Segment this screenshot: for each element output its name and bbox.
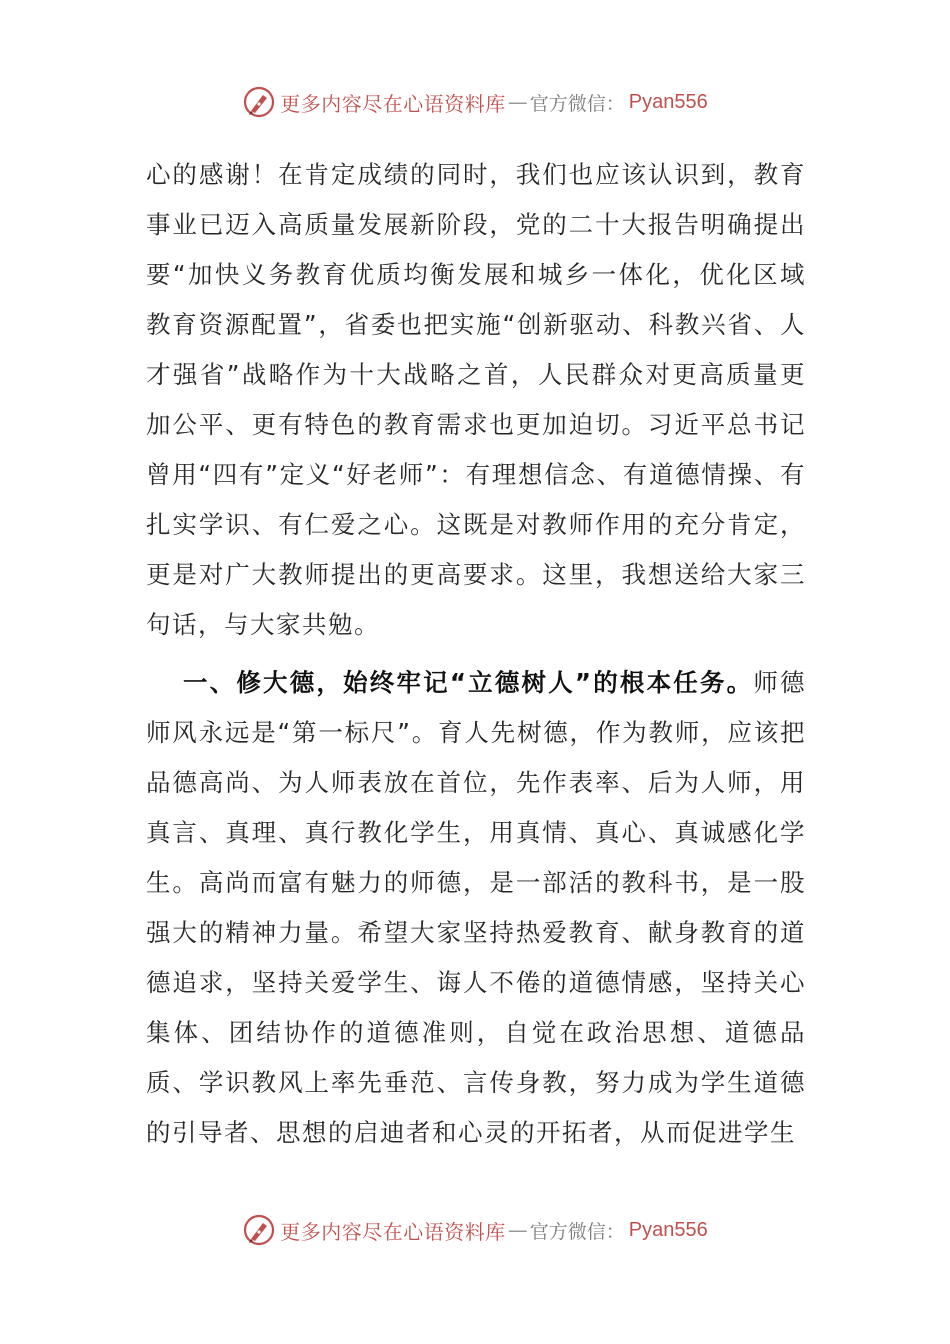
- banner-text: 更多内容尽在心语资料库: [280, 91, 506, 116]
- paragraph-2-text: 师德师风永远是“第一标尺”。育人先树德，作为教师，应该把品德高尚、为人师表放在首位，先作表率、后为人师，用真言、真理、真行教化学生，用真情、真心、真诚感化学生。高尚而富有魅力的师德，是一部活的教科书，是一股强大的精神力量。希望大家坚持热爱教育、献身教育的道德追求，坚持关爱学生、诲人不倦的道德情感，坚持关心集体、团结协作的道德准则，自觉在政治思想、道德品质、学识教风上率先垂范、言传身教，努力成为学生道德的引导者、思想的启迪者和心灵的开拓者，从而促进学生: [146, 668, 806, 1147]
- banner-label: 官方微信：: [529, 1220, 625, 1243]
- pen-nib-logo-icon: [242, 85, 276, 119]
- section-heading-1: 一、修大德，始终牢记“立德树人”的根本任务。: [183, 668, 754, 697]
- header-banner: [0, 82, 950, 122]
- banner-separator: —: [507, 1218, 528, 1242]
- banner-separator: —: [507, 90, 528, 114]
- paragraph-1: 心的感谢！在肯定成绩的同时，我们也应该认识到，教育事业已迈入高质量发展新阶段，党的二十大报告明确提出要“加快义务教育优质均衡发展和城乡一体化，优化区域教育资源配置”，省委也把实施“创新驱动、科教兴省、人才强省”战略作为十大战略之首，人民群众对更高质量更加公平、更有特色的教育需求也更加迫切。习近平总书记曾用“四有”定义“好老师”：有理想信念、有道德情操、有扎实学识、有仁爱之心。这既是对教师作用的充分肯定，更是对广大教师提出的更高要求。这里，我想送给大家三句话，与大家共勉。: [146, 160, 806, 639]
- document-body: [146, 150, 806, 1158]
- pen-nib-logo-icon: [242, 1213, 276, 1247]
- banner-label: 官方微信：: [529, 92, 625, 115]
- wechat-id: Pyan556: [628, 90, 708, 113]
- banner-text: 更多内容尽在心语资料库: [280, 1219, 506, 1244]
- paragraph-2: [146, 658, 806, 1158]
- footer-banner: [0, 1210, 950, 1250]
- wechat-id: Pyan556: [628, 1218, 708, 1241]
